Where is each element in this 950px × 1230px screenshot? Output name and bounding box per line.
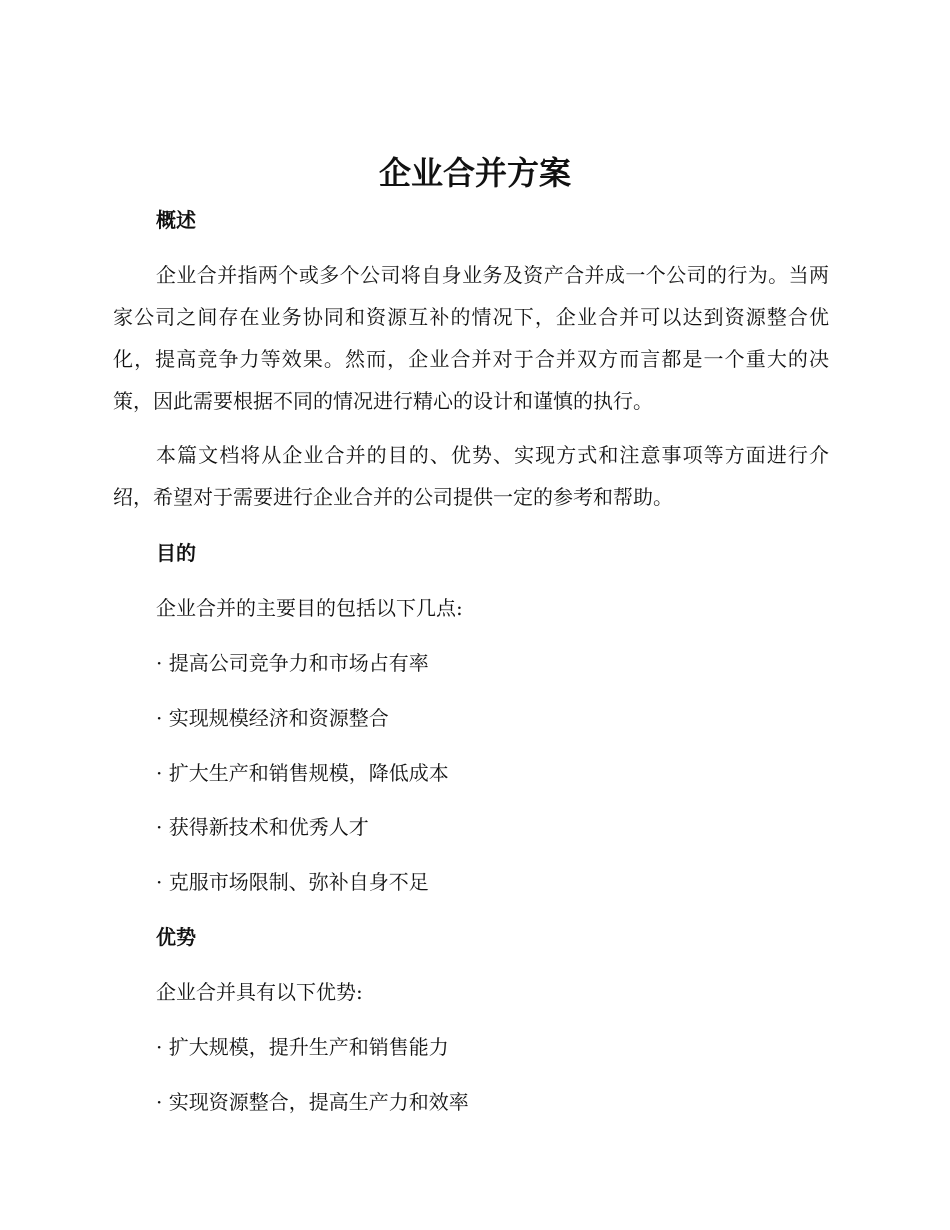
advantages-intro: 企业合并具有以下优势: bbox=[156, 980, 363, 1004]
section-heading-purpose: 目的 bbox=[156, 541, 196, 565]
overview-paragraph-1: 企业合并指两个或多个公司将自身业务及资产合并成一个公司的行为。当两家公司之间存在业务协同和资源互补的情况下，企业合并可以达到资源整合优化，提高竞争力等效果。然而，企业合并对于合并双方而言都是一个重大的决策，因此需要根据不同的情况进行精心的设计和谨慎的执行。 bbox=[113, 263, 829, 413]
purpose-list-item: · 实现规模经济和资源整合 bbox=[156, 706, 389, 730]
overview-paragraph-2: 本篇文档将从企业合并的目的、优势、实现方式和注意事项等方面进行介绍，希望对于需要进行企业合并的公司提供一定的参考和帮助。 bbox=[113, 443, 829, 509]
purpose-intro: 企业合并的主要目的包括以下几点: bbox=[156, 596, 463, 620]
purpose-list-item: · 提高公司竞争力和市场占有率 bbox=[156, 651, 429, 675]
purpose-list-item: · 获得新技术和优秀人才 bbox=[156, 815, 369, 839]
advantages-list-item: · 实现资源整合，提高生产力和效率 bbox=[156, 1090, 469, 1114]
purpose-list-item: · 克服市场限制、弥补自身不足 bbox=[156, 870, 429, 894]
section-heading-overview: 概述 bbox=[156, 208, 196, 232]
advantages-list-item: · 扩大规模，提升生产和销售能力 bbox=[156, 1035, 449, 1059]
purpose-list-item: · 扩大生产和销售规模，降低成本 bbox=[156, 761, 449, 785]
section-heading-advantages: 优势 bbox=[156, 925, 196, 949]
document-title: 企业合并方案 bbox=[378, 154, 571, 192]
